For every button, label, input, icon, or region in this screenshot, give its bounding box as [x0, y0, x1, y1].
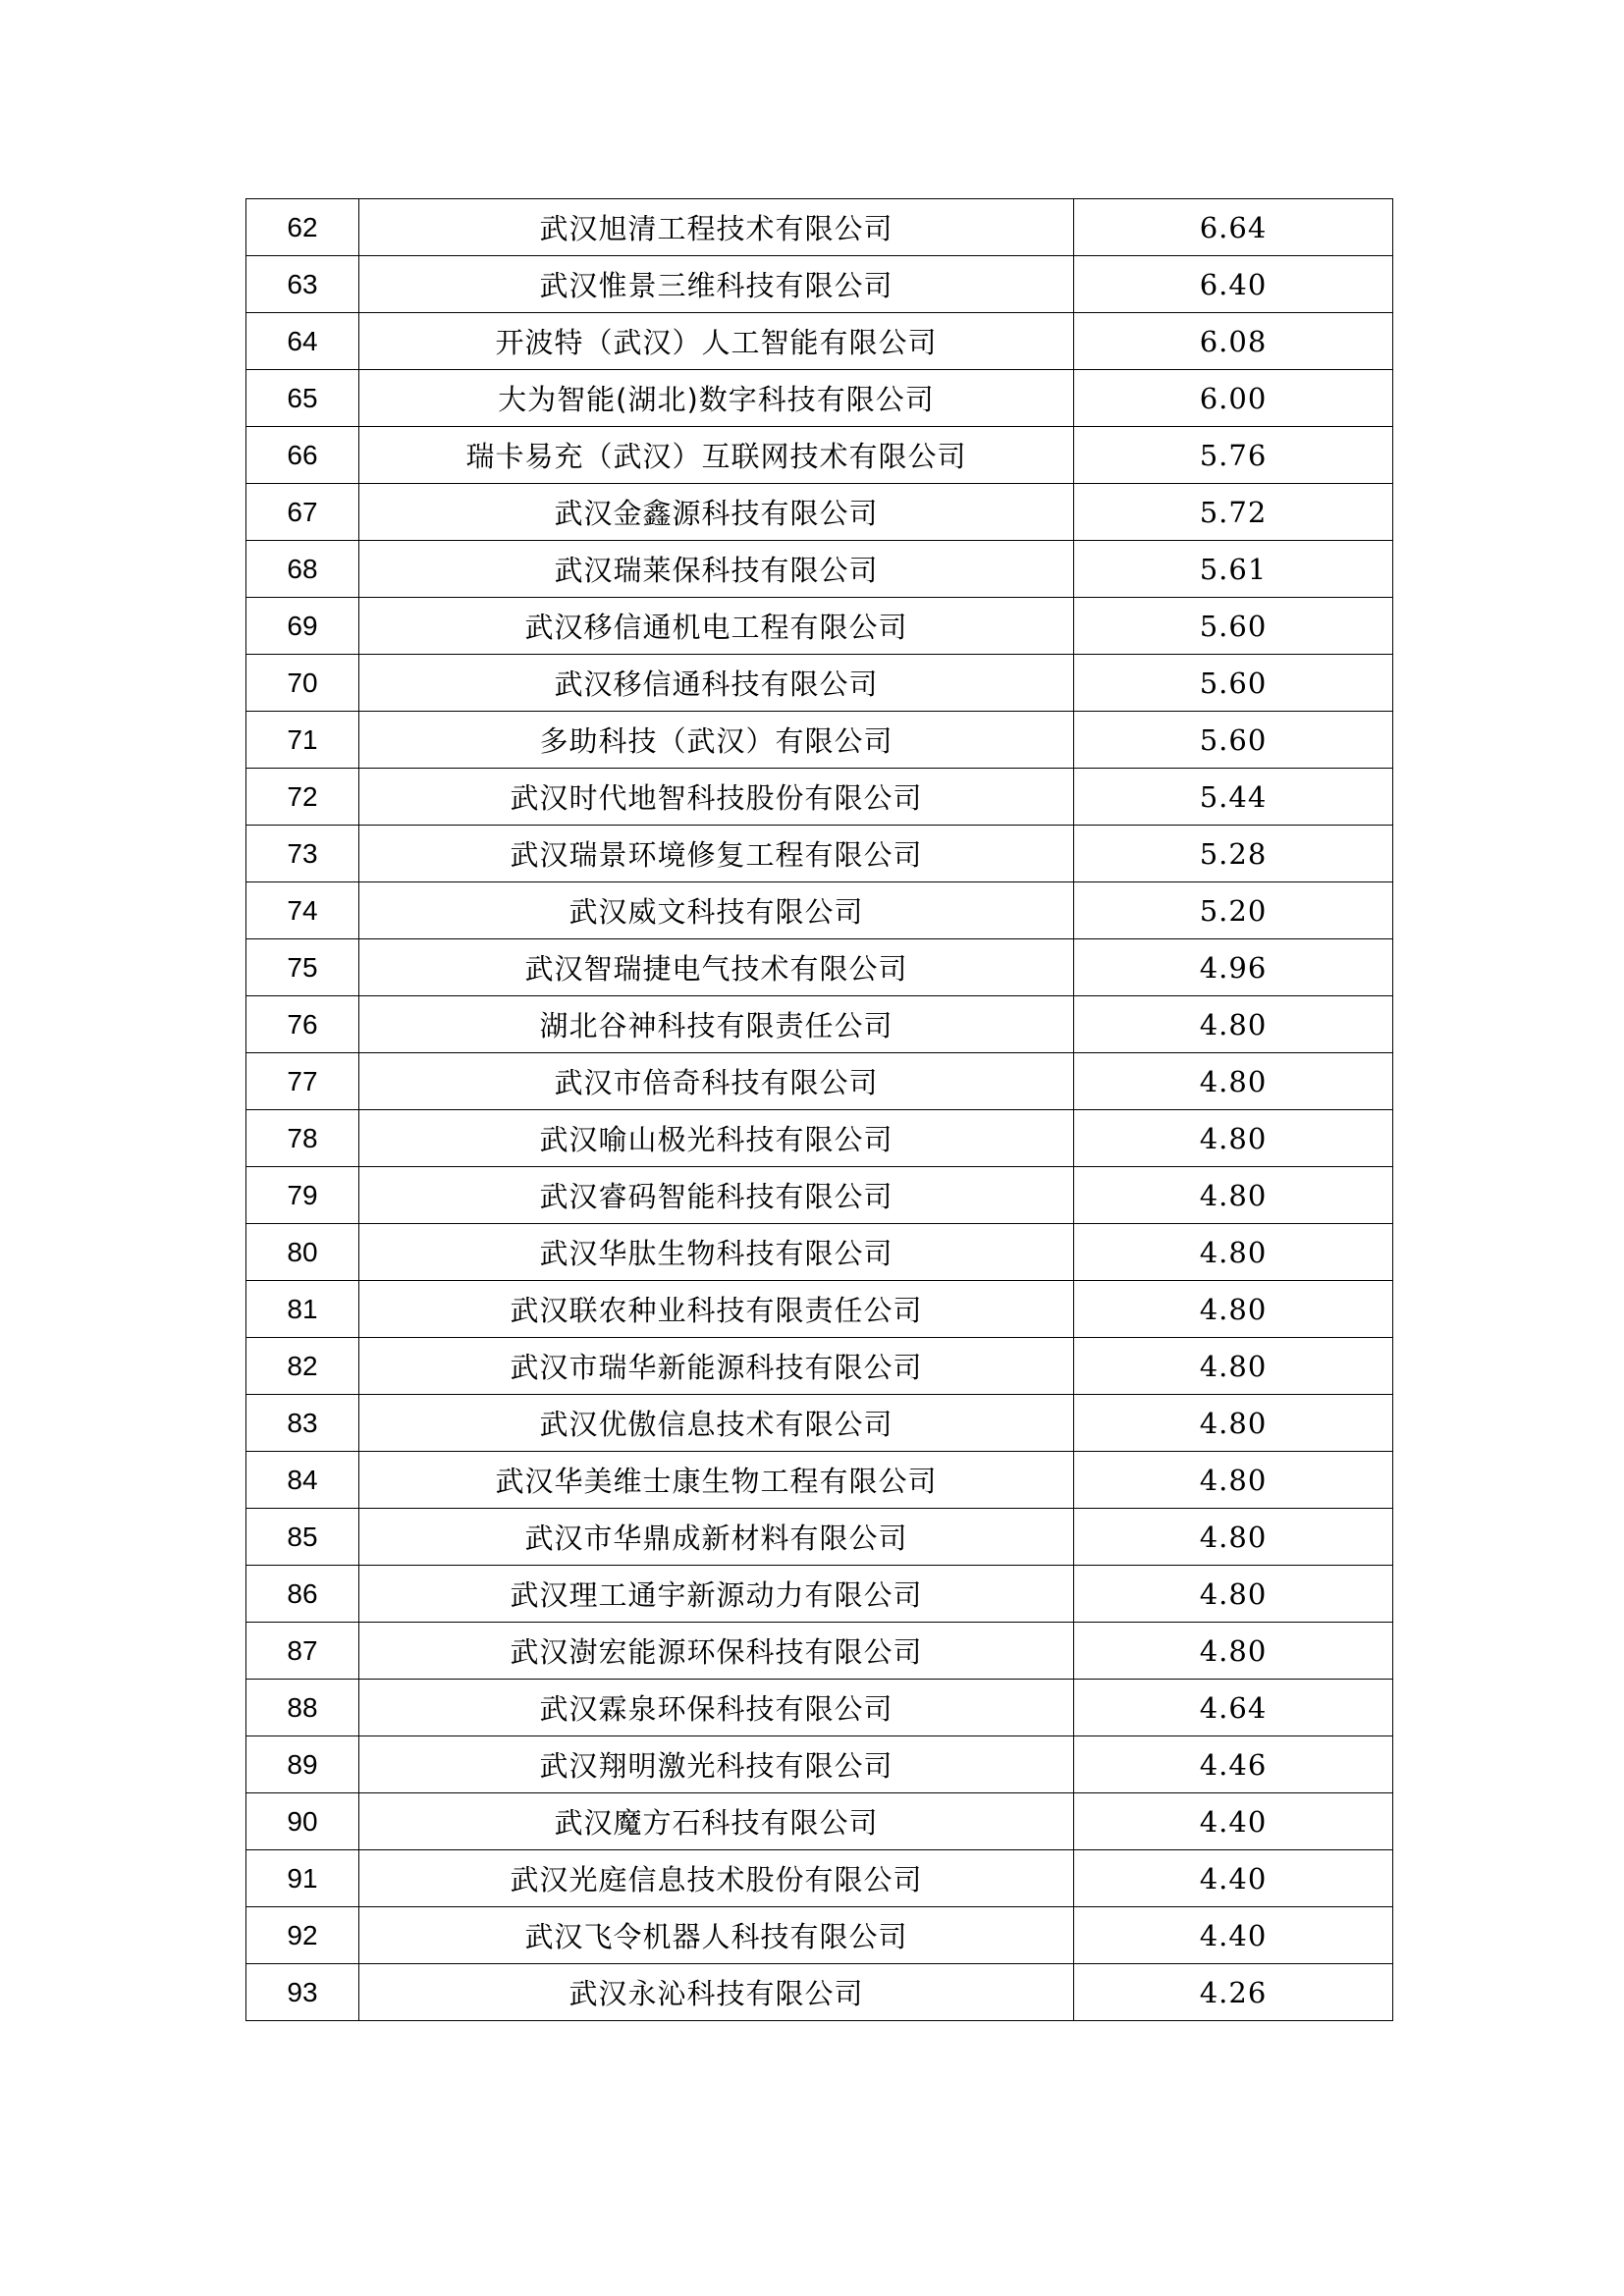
score-value: 5.61: [1074, 541, 1393, 598]
score-value: 4.40: [1074, 1793, 1393, 1850]
company-name: 武汉移信通机电工程有限公司: [359, 598, 1074, 655]
table-row: [246, 256, 1393, 313]
table-row: [246, 1167, 1393, 1224]
row-number: 75: [246, 939, 359, 996]
company-name: 武汉瑞莱保科技有限公司: [359, 541, 1074, 598]
company-name: 武汉喻山极光科技有限公司: [359, 1110, 1074, 1167]
score-value: 4.80: [1074, 1281, 1393, 1338]
score-value: 4.80: [1074, 1623, 1393, 1680]
row-number: 86: [246, 1566, 359, 1623]
score-value: 4.40: [1074, 1850, 1393, 1907]
row-number: 88: [246, 1680, 359, 1736]
score-value: 4.80: [1074, 1338, 1393, 1395]
score-value: 5.60: [1074, 598, 1393, 655]
score-value: 4.96: [1074, 939, 1393, 996]
table-row: [246, 1566, 1393, 1623]
row-number: 64: [246, 313, 359, 370]
company-name: 多助科技（武汉）有限公司: [359, 712, 1074, 769]
row-number: 92: [246, 1907, 359, 1964]
score-value: 5.60: [1074, 712, 1393, 769]
table-row: [246, 939, 1393, 996]
row-number: 93: [246, 1964, 359, 2021]
table-row: [246, 1907, 1393, 1964]
score-value: 4.80: [1074, 1395, 1393, 1452]
row-number: 89: [246, 1736, 359, 1793]
row-number: 70: [246, 655, 359, 712]
table-row: [246, 313, 1393, 370]
row-number: 83: [246, 1395, 359, 1452]
row-number: 65: [246, 370, 359, 427]
company-name: 武汉智瑞捷电气技术有限公司: [359, 939, 1074, 996]
company-name: 武汉移信通科技有限公司: [359, 655, 1074, 712]
score-value: 5.44: [1074, 769, 1393, 826]
score-value: 6.64: [1074, 199, 1393, 256]
table-row: [246, 882, 1393, 939]
score-value: 5.76: [1074, 427, 1393, 484]
company-name: 武汉光庭信息技术股份有限公司: [359, 1850, 1074, 1907]
table-row: [246, 712, 1393, 769]
score-value: 4.80: [1074, 1224, 1393, 1281]
company-name: 武汉华肽生物科技有限公司: [359, 1224, 1074, 1281]
company-name: 武汉霖泉环保科技有限公司: [359, 1680, 1074, 1736]
row-number: 63: [246, 256, 359, 313]
company-name: 武汉魔方石科技有限公司: [359, 1793, 1074, 1850]
company-name: 武汉睿码智能科技有限公司: [359, 1167, 1074, 1224]
row-number: 71: [246, 712, 359, 769]
company-name: 武汉理工通宇新源动力有限公司: [359, 1566, 1074, 1623]
row-number: 80: [246, 1224, 359, 1281]
table-row: [246, 826, 1393, 882]
row-number: 91: [246, 1850, 359, 1907]
row-number: 85: [246, 1509, 359, 1566]
row-number: 90: [246, 1793, 359, 1850]
table-row: [246, 1736, 1393, 1793]
row-number: 79: [246, 1167, 359, 1224]
company-name: 大为智能(湖北)数字科技有限公司: [359, 370, 1074, 427]
table-row: [246, 1793, 1393, 1850]
table-row: [246, 1110, 1393, 1167]
table-row: [246, 370, 1393, 427]
row-number: 78: [246, 1110, 359, 1167]
score-value: 4.80: [1074, 1110, 1393, 1167]
table-row: [246, 541, 1393, 598]
company-score-table: [245, 198, 1393, 2021]
score-value: 4.80: [1074, 1566, 1393, 1623]
row-number: 87: [246, 1623, 359, 1680]
company-name: 武汉时代地智科技股份有限公司: [359, 769, 1074, 826]
table-row: [246, 427, 1393, 484]
company-name: 武汉金鑫源科技有限公司: [359, 484, 1074, 541]
company-name: 武汉市倍奇科技有限公司: [359, 1053, 1074, 1110]
row-number: 66: [246, 427, 359, 484]
table-row: [246, 1053, 1393, 1110]
company-name: 武汉旭清工程技术有限公司: [359, 199, 1074, 256]
table-row: [246, 1281, 1393, 1338]
company-name: 武汉市瑞华新能源科技有限公司: [359, 1338, 1074, 1395]
table-row: [246, 598, 1393, 655]
company-name: 开波特（武汉）人工智能有限公司: [359, 313, 1074, 370]
table-row: [246, 1680, 1393, 1736]
score-value: 5.60: [1074, 655, 1393, 712]
row-number: 82: [246, 1338, 359, 1395]
table-row: [246, 655, 1393, 712]
company-name: 武汉惟景三维科技有限公司: [359, 256, 1074, 313]
row-number: 76: [246, 996, 359, 1053]
row-number: 74: [246, 882, 359, 939]
table-row: [246, 199, 1393, 256]
company-name: 武汉瑞景环境修复工程有限公司: [359, 826, 1074, 882]
table-row: [246, 1224, 1393, 1281]
score-value: 6.00: [1074, 370, 1393, 427]
table-row: [246, 1509, 1393, 1566]
table-row: [246, 1964, 1393, 2021]
score-value: 6.08: [1074, 313, 1393, 370]
score-value: 4.80: [1074, 1509, 1393, 1566]
table-row: [246, 1338, 1393, 1395]
score-value: 4.80: [1074, 1167, 1393, 1224]
score-value: 4.64: [1074, 1680, 1393, 1736]
row-number: 84: [246, 1452, 359, 1509]
score-value: 5.28: [1074, 826, 1393, 882]
score-value: 4.80: [1074, 996, 1393, 1053]
company-name: 武汉华美维士康生物工程有限公司: [359, 1452, 1074, 1509]
table-row: [246, 1623, 1393, 1680]
company-name: 瑞卡易充（武汉）互联网技术有限公司: [359, 427, 1074, 484]
score-value: 4.46: [1074, 1736, 1393, 1793]
table-body: [246, 199, 1393, 2021]
row-number: 62: [246, 199, 359, 256]
score-value: 4.80: [1074, 1452, 1393, 1509]
score-value: 6.40: [1074, 256, 1393, 313]
row-number: 67: [246, 484, 359, 541]
row-number: 73: [246, 826, 359, 882]
company-name: 武汉市华鼎成新材料有限公司: [359, 1509, 1074, 1566]
row-number: 77: [246, 1053, 359, 1110]
score-value: 4.26: [1074, 1964, 1393, 2021]
row-number: 69: [246, 598, 359, 655]
company-name: 武汉澍宏能源环保科技有限公司: [359, 1623, 1074, 1680]
company-name: 武汉飞令机器人科技有限公司: [359, 1907, 1074, 1964]
table-row: [246, 1395, 1393, 1452]
row-number: 81: [246, 1281, 359, 1338]
company-name: 武汉联农种业科技有限责任公司: [359, 1281, 1074, 1338]
company-name: 武汉威文科技有限公司: [359, 882, 1074, 939]
company-name: 湖北谷神科技有限责任公司: [359, 996, 1074, 1053]
score-value: 4.80: [1074, 1053, 1393, 1110]
row-number: 72: [246, 769, 359, 826]
table-row: [246, 769, 1393, 826]
score-value: 5.72: [1074, 484, 1393, 541]
table-row: [246, 996, 1393, 1053]
company-name: 武汉翔明激光科技有限公司: [359, 1736, 1074, 1793]
score-value: 5.20: [1074, 882, 1393, 939]
company-name: 武汉优傲信息技术有限公司: [359, 1395, 1074, 1452]
table-row: [246, 484, 1393, 541]
company-name: 武汉永沁科技有限公司: [359, 1964, 1074, 2021]
row-number: 68: [246, 541, 359, 598]
table-row: [246, 1452, 1393, 1509]
score-value: 4.40: [1074, 1907, 1393, 1964]
table-row: [246, 1850, 1393, 1907]
